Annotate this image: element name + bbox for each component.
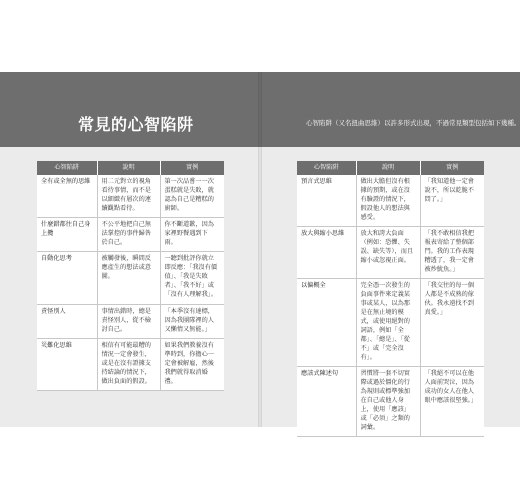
- page-title: 常見的心智陷阱: [78, 115, 194, 134]
- trap-desc: 不公平地把自己無法掌控的事件歸咎於自己。: [97, 217, 160, 251]
- table-row: [37, 338, 224, 390]
- mental-traps-table-left: [37, 161, 224, 391]
- trap-desc: 放大和誇大負面（例如：恐懼、失誤、缺失等），而且縮小或忽視正面。: [356, 226, 420, 278]
- table-row: [297, 278, 484, 366]
- trap-term: 放大與縮小思維: [297, 226, 356, 278]
- trap-term: 預言式思維: [297, 175, 356, 226]
- trap-term: 自動化思考: [37, 251, 97, 304]
- trap-example: 第一次品嘗一一次蛋糕就是失敗，就認為自己是糟糕的廚師。: [160, 175, 224, 217]
- trap-term: 責怪別人: [37, 304, 97, 338]
- table-row: [37, 251, 224, 304]
- table-header-row: [297, 161, 484, 175]
- book-spread: [0, 72, 520, 431]
- col-header-example: 實例: [420, 161, 484, 175]
- trap-example: 如果我們教養沒有準時到，你擔心一定會被解雇，然後我們就得取消婚禮。: [160, 338, 224, 390]
- trap-desc: 做出大膽但沒有根據的預期，或在沒有驗證的情況下，假設他人的想法與感受。: [356, 175, 420, 226]
- trap-example: 「本季沒有達標，因為我團隊裡的人又懶惰又無能。」: [160, 304, 224, 338]
- trap-desc: 用二元對立的視角看待事情，而不是以細緻有層次的連續觀點看待。: [97, 175, 160, 217]
- trap-term: 什麼錯都往自己身上攬: [37, 217, 97, 251]
- intro-text: 心智陷阱（又名扭曲思維）以許多形式出現，不過常見類型包括如下幾種。: [306, 119, 520, 127]
- col-header-trap: 心智陷阱: [297, 161, 356, 175]
- table-row: [297, 226, 484, 278]
- trap-desc: 完全憑一次發生的負面事件來定義某事或某人，以為那是在無止境的模式，或使用絕對的詞語，例如「全都」、「總是」、「從不」或「完全沒有」。: [356, 278, 420, 366]
- mental-traps-table-right: [297, 161, 484, 437]
- page-gutter: [258, 72, 262, 427]
- table-row: [37, 217, 224, 251]
- trap-desc: 相信有可能最糟的情況一定會發生，或是在沒有證據支持結論的情況下，做出負面的假設。: [97, 338, 160, 390]
- trap-term: 災難化思維: [37, 338, 97, 390]
- table-header-row: [37, 161, 224, 175]
- trap-term: 以偏概全: [297, 278, 356, 366]
- table-row: [297, 366, 484, 436]
- trap-desc: 習慣將一套不切實際或過於僵化的行為規則或標準強加在自己或他人身上，使用「應該」或「必須」之類的詞彙。: [356, 366, 420, 436]
- table-row: [37, 304, 224, 338]
- col-header-trap: 心智陷阱: [37, 161, 97, 175]
- trap-example: 「我不敢相信我把報表寄給了整個部門。我的工作表現糟透了，我一定會被炒魷魚。」: [420, 226, 484, 278]
- table-row: [297, 175, 484, 226]
- table-row: [37, 175, 224, 217]
- trap-desc: 被觸發後，瞬間反應產生的想法或意圖。: [97, 251, 160, 304]
- trap-example: 你不斷道歉，因為家裡野餐遇到下雨。: [160, 217, 224, 251]
- trap-term: 全有或全無的思維: [37, 175, 97, 217]
- col-header-desc: 說明: [97, 161, 160, 175]
- col-header-desc: 說明: [356, 161, 420, 175]
- trap-desc: 事情出錯時，總是責怪別人，從不檢討自己。: [97, 304, 160, 338]
- trap-example: 「我絕不可以在他人面前哭泣，因為成功的女人在他人眼中應該很堅強。」: [420, 366, 484, 436]
- trap-example: 「我知道他一定會說不，所以乾脆不問了。」: [420, 175, 484, 226]
- trap-term: 應該式陳述句: [297, 366, 356, 436]
- trap-example: 一聽到批評你就立即反應：「我沒有價值」、「我是失敗者」、「我不好」或「沒有人理解我」。: [160, 251, 224, 304]
- trap-example: 「我交往的每一個人都是不成熟的傢伙。我永遠找不到真愛。」: [420, 278, 484, 366]
- col-header-example: 實例: [160, 161, 224, 175]
